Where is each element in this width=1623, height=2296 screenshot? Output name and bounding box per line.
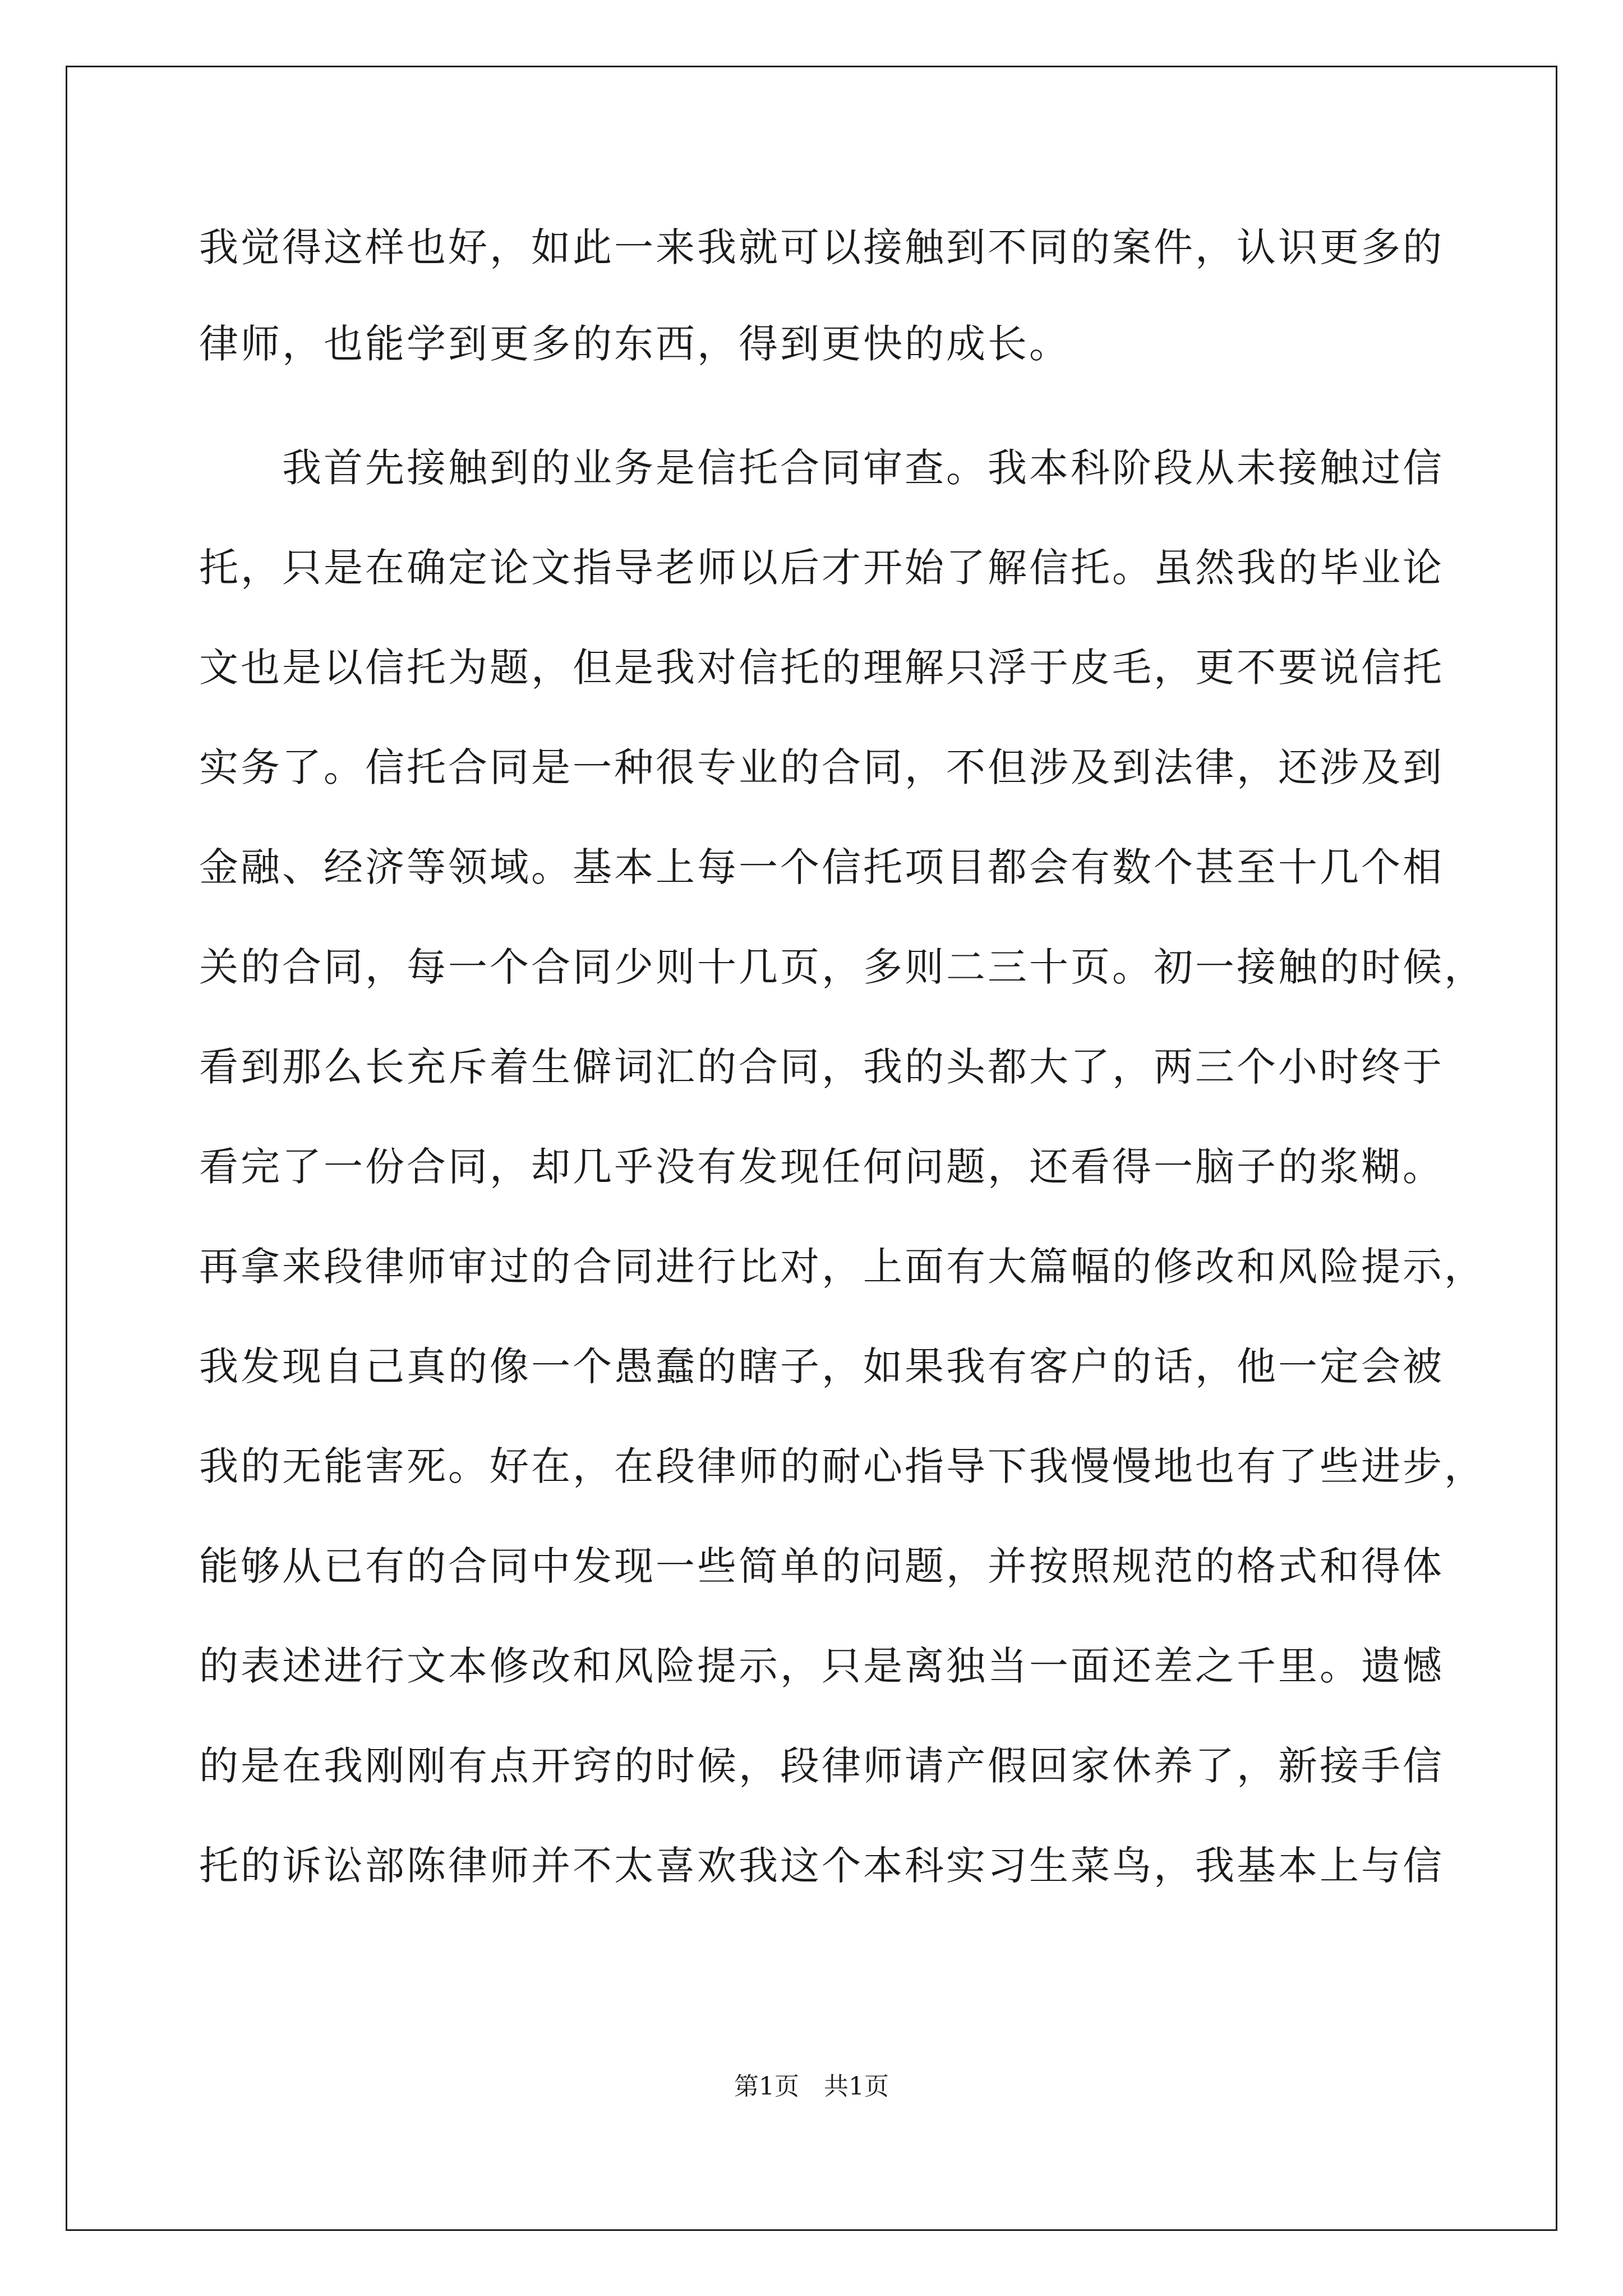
page-number: 第1页 共1页	[734, 2072, 889, 2101]
text-line: 能够从已有的合同中发现一些简单的问题，并按照规范的格式和得体	[199, 1543, 1444, 1589]
text-line: 我的无能害死。好在，在段律师的耐心指导下我慢慢地也有了些进步，	[199, 1443, 1486, 1489]
text-line: 再拿来段律师审过的合同进行比对，上面有大篇幅的修改和风险提示，	[199, 1244, 1486, 1290]
text-line: 关的合同，每一个合同少则十几页，多则二三十页。初一接触的时候，	[199, 944, 1486, 990]
text-line: 我觉得这样也好，如此一来我就可以接触到不同的案件，认识更多的	[199, 224, 1444, 270]
text-line: 我发现自己真的像一个愚蠢的瞎子，如果我有客户的话，他一定会被	[199, 1343, 1444, 1389]
text-line: 金融、经济等领域。基本上每一个信托项目都会有数个甚至十几个相	[199, 844, 1444, 890]
text-line: 看到那么长充斥着生僻词汇的合同，我的头都大了，两三个小时终于	[199, 1044, 1444, 1090]
text-line: 的表述进行文本修改和风险提示，只是离独当一面还差之千里。遗憾	[199, 1643, 1444, 1689]
text-line: 托的诉讼部陈律师并不太喜欢我这个本科实习生菜鸟，我基本上与信	[199, 1843, 1444, 1889]
text-line: 律师，也能学到更多的东西，得到更快的成长。	[199, 321, 1071, 367]
text-line: 托，只是在确定论文指导老师以后才开始了解信托。虽然我的毕业论	[199, 545, 1444, 591]
text-line: 的是在我刚刚有点开窍的时候，段律师请产假回家休养了，新接手信	[199, 1743, 1444, 1789]
text-line: 看完了一份合同，却几乎没有发现任何问题，还看得一脑子的浆糊。	[199, 1144, 1444, 1190]
text-line: 文也是以信托为题，但是我对信托的理解只浮于皮毛，更不要说信托	[199, 645, 1444, 691]
text-line: 实务了。信托合同是一种很专业的合同，不但涉及到法律，还涉及到	[199, 744, 1444, 790]
text-line: 我首先接触到的业务是信托合同审查。我本科阶段从未接触过信	[199, 445, 1444, 491]
